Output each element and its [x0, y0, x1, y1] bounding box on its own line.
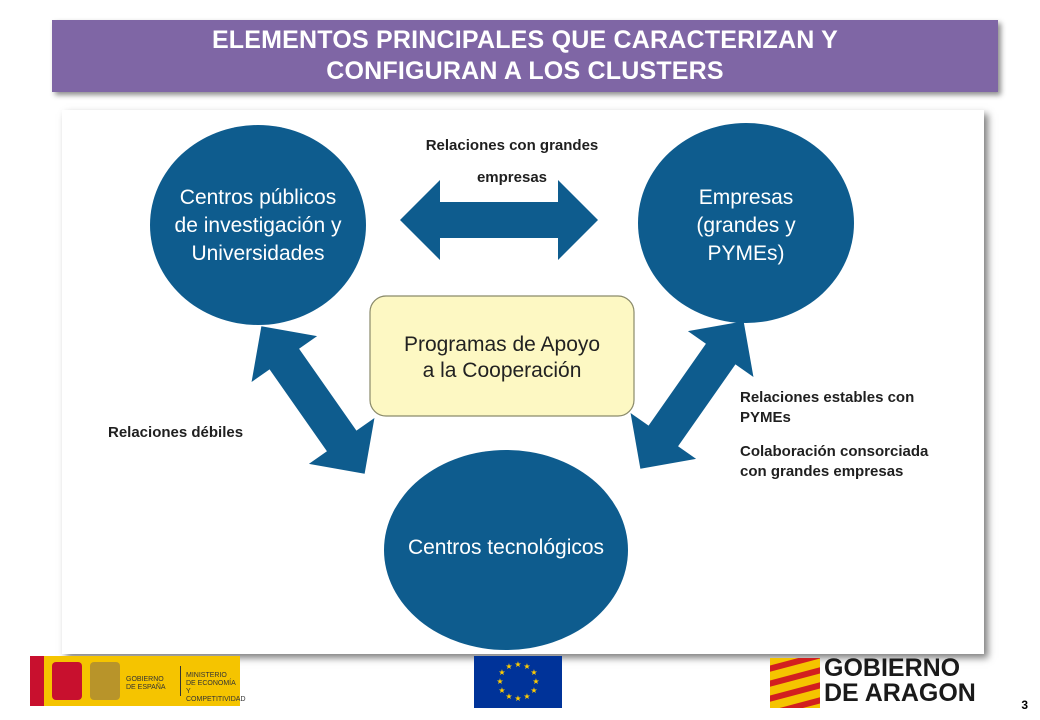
title-line-2: CONFIGURAN A LOS CLUSTERS	[326, 57, 724, 85]
right-node-label: Empresas (grandes y PYMEs)	[696, 186, 796, 265]
eu-flag-icon	[474, 656, 562, 708]
svg-text:★: ★	[532, 677, 540, 686]
logo-divider	[180, 666, 181, 696]
spain-flag-stripe	[30, 656, 44, 706]
left-relation-label: Relaciones débiles	[108, 424, 244, 441]
gobierno-espana-text: GOBIERNO DE ESPAÑA	[126, 676, 166, 691]
gobierno-aragon-logo	[770, 656, 1006, 710]
right-relation-label-2: Colaboración consorciada con grandes empresas	[740, 443, 929, 480]
svg-text:★: ★	[514, 660, 522, 669]
center-node-label: Programas de Apoyo a la Cooperación	[403, 333, 601, 382]
right-relation-label-1: Relaciones estables con PYMEs	[740, 389, 915, 426]
bottom-node-label: Centros tecnológicos	[407, 536, 605, 559]
aragon-flag-icon	[770, 658, 820, 708]
slide-title	[75, 25, 975, 87]
page-number: 3	[1021, 698, 1028, 712]
svg-text:★: ★	[496, 677, 504, 686]
diagram-panel	[62, 110, 984, 654]
ministerio-text: MINISTERIO DE ECONOMÍA Y COMPETITIVIDAD	[186, 672, 246, 703]
title-line-1: ELEMENTOS PRINCIPALES QUE CARACTERIZAN Y	[211, 26, 839, 54]
svg-text:★: ★	[498, 668, 506, 677]
svg-text:★: ★	[498, 686, 506, 695]
svg-text:★: ★	[530, 668, 538, 677]
left-node-label: Centros públicos de investigación y Universidades	[174, 186, 342, 265]
title-banner	[52, 20, 998, 92]
svg-text:★: ★	[530, 686, 538, 695]
gobierno-espana-logo	[30, 656, 246, 706]
svg-text:★: ★	[523, 692, 531, 701]
top-relation-label: Relaciones con grandes empresas	[425, 137, 599, 186]
svg-text:★: ★	[505, 692, 513, 701]
svg-text:★: ★	[523, 662, 531, 671]
svg-text:★: ★	[505, 662, 513, 671]
aragon-text: GOBIERNO DE ARAGON	[824, 654, 976, 707]
coat-of-arms-icon-2	[90, 662, 120, 700]
svg-text:★: ★	[514, 694, 522, 703]
coat-of-arms-icon	[52, 662, 82, 700]
